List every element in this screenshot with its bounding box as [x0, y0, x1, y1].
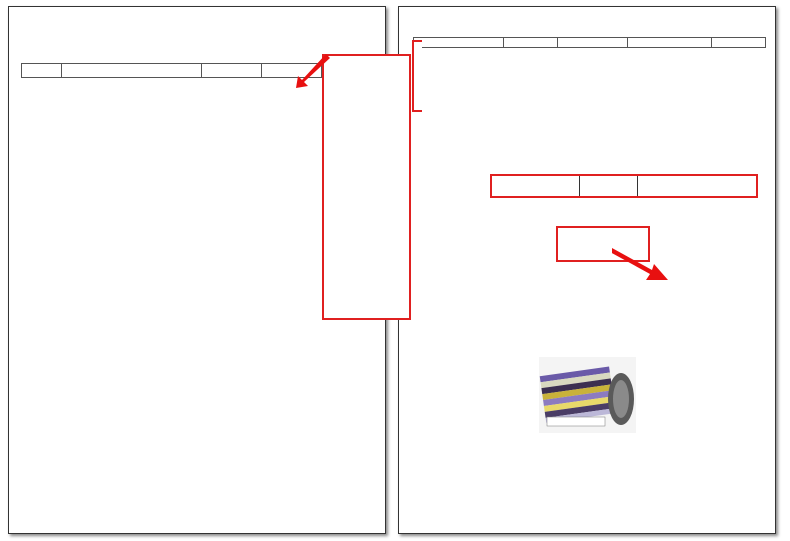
formaldehyde-cell	[492, 176, 580, 196]
formaldehyde-highlight	[490, 174, 758, 198]
col-header	[414, 38, 504, 48]
col-header	[558, 38, 628, 48]
table-header-row	[414, 38, 766, 48]
col-header	[712, 38, 766, 48]
not-detected-highlight	[322, 54, 411, 320]
fabric-sample-photo	[539, 357, 636, 433]
test-result-table	[413, 37, 766, 48]
arrow-icon	[612, 246, 668, 282]
fabric-sample-image	[539, 357, 636, 433]
report-page-right	[398, 6, 776, 534]
col-header	[504, 38, 558, 48]
col-header	[22, 64, 62, 78]
arrow-icon	[296, 52, 330, 88]
formaldehyde-result-cell	[638, 176, 756, 196]
col-header	[628, 38, 712, 48]
col-header	[62, 64, 202, 78]
colorfast-bracket	[412, 40, 422, 112]
formaldehyde-unit-cell	[580, 176, 638, 196]
col-header	[202, 64, 262, 78]
